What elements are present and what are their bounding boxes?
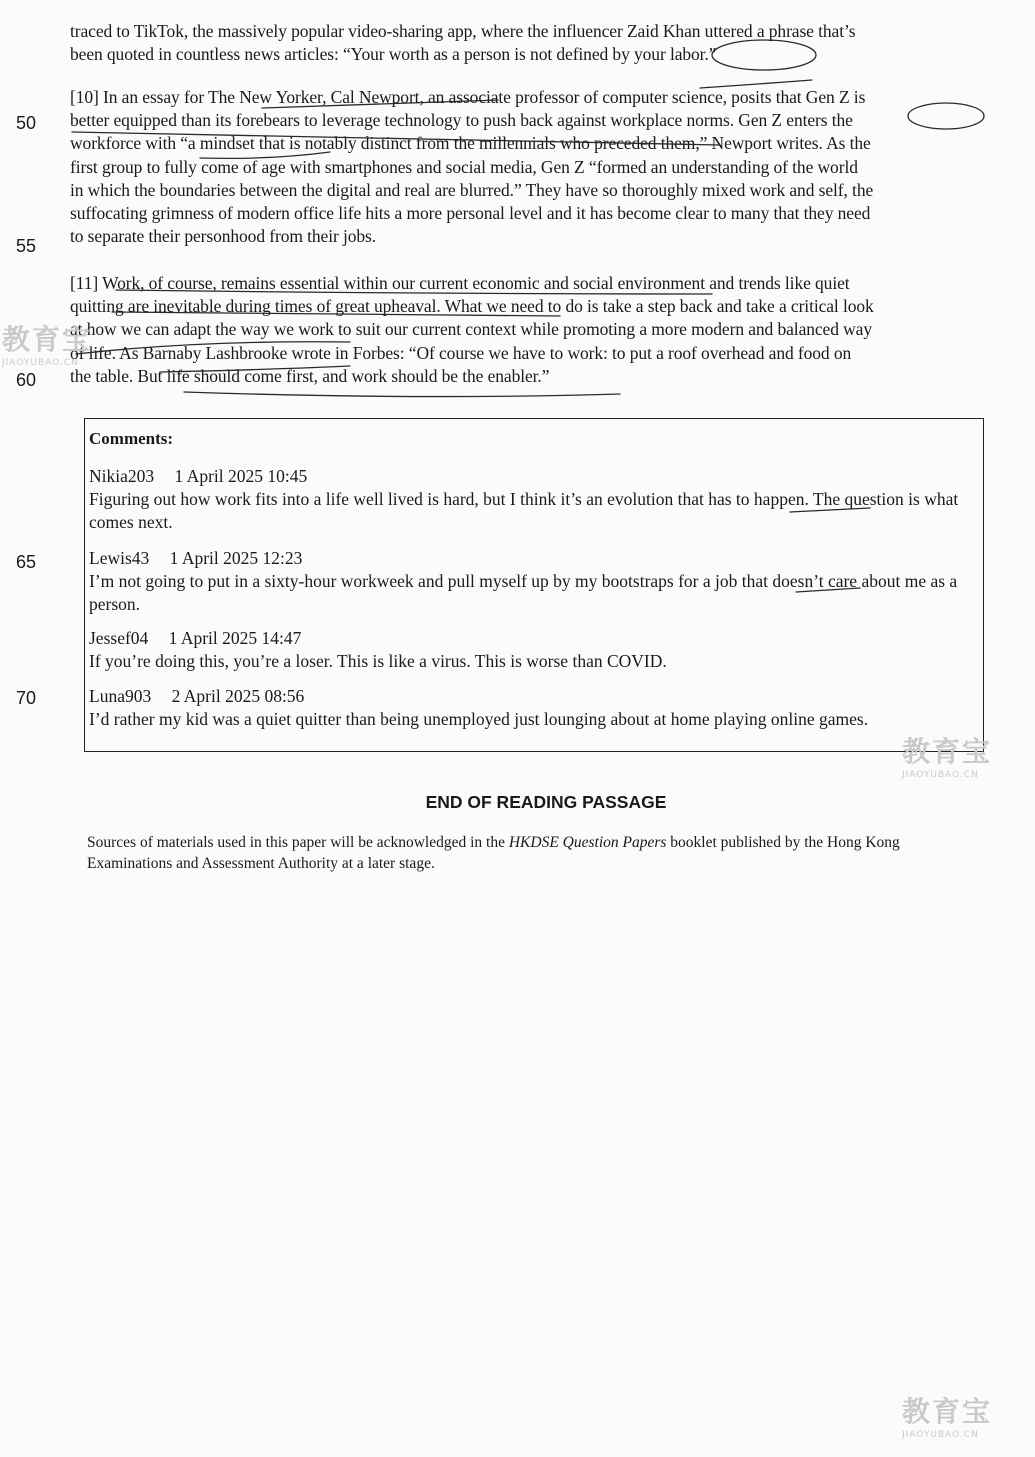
text-line: to separate their personhood from their jobs. <box>70 226 377 247</box>
text-line: workforce with “a mindset that is notably distinct from the millennials who preceded them,” Newport writes. As the <box>70 133 871 154</box>
text-line: been quoted in countless news articles: “Your worth as a person is not defined by your labor.” <box>70 44 717 65</box>
paragraph-11 <box>70 272 982 388</box>
sources-note <box>87 832 967 874</box>
comment-meta <box>89 627 969 650</box>
comment-text: I’d rather my kid was a quiet quitter than being unemployed just lounging about at home playing online games. <box>89 709 869 729</box>
watermark-chinese-text: 教育宝 <box>902 1395 993 1428</box>
comment-text: If you’re doing this, you’re a loser. This is like a virus. This is worse than COVID. <box>89 651 667 671</box>
text-line: [10] In an essay for The New Yorker, Cal Newport, an associate professor of computer science, posits that Gen Z is <box>70 87 866 107</box>
line-number-50: 50 <box>16 113 37 133</box>
paragraph-10 <box>70 86 982 248</box>
watermark-url-text: JIAOYUBAO.CN <box>2 358 79 368</box>
sources-text-end: booklet published by the Hong Kong Examinations and Assessment Authority at a later stage. <box>87 834 900 872</box>
text-line: first group to fully come of age with smartphones and social media, Gen Z “formed an understanding of the world <box>70 156 858 177</box>
comment-item <box>89 465 969 534</box>
watermark-chinese-text: 教育宝 <box>2 323 93 356</box>
text-line: traced to TikTok, the massively popular video-sharing app, where the influencer Zaid Khan uttered a phrase that’s <box>70 21 856 41</box>
sources-text-start: Sources of materials used in this paper will be acknowledged in the <box>87 834 509 851</box>
comment-timestamp: 1 April 2025 12:23 <box>169 548 303 568</box>
text-line: suffocating grimness of modern office life hits a more personal level and it has become clear to many that they need <box>70 203 871 224</box>
watermark-logo <box>902 730 992 780</box>
comment-item <box>89 685 969 731</box>
text-line: the table. But life should come first, and work should be the enabler.” <box>70 365 550 386</box>
watermark-url-text: JIAOYUBAO.CN <box>902 1430 979 1440</box>
comment-text: I’m not going to put in a sixty-hour workweek and pull myself up by my bootstraps for a job that doesn’t care about me as a person. <box>89 571 958 614</box>
end-of-passage-title: END OF READING PASSAGE <box>425 792 667 812</box>
comment-meta <box>89 547 969 570</box>
comment-meta <box>89 465 969 488</box>
watermark-url-text: JIAOYUBAO.CN <box>902 770 979 780</box>
comment-meta <box>89 685 969 708</box>
paragraph-9-tail <box>70 20 982 66</box>
text-line: at how we can adapt the way we work to suit our current context while promoting a more modern and balanced way <box>70 319 872 340</box>
line-number-55: 55 <box>16 236 37 256</box>
text-line: [11] Work, of course, remains essential within our current economic and social environment and trends like quiet <box>70 273 850 293</box>
comment-timestamp: 2 April 2025 08:56 <box>171 686 305 706</box>
line-number-70: 70 <box>16 688 37 708</box>
watermark-chinese-text: 教育宝 <box>902 735 993 768</box>
comments-title: Comments: <box>89 429 174 448</box>
line-number-65: 65 <box>16 552 37 572</box>
comment-username: Luna903 <box>89 686 152 706</box>
sources-booklet-title: HKDSE Question Papers <box>508 834 667 851</box>
text-line: better equipped than its forebears to leverage technology to push back against workplace norms. Gen Z enters the <box>70 110 853 131</box>
line-number-60: 60 <box>16 370 37 390</box>
comment-username: Jessef04 <box>89 628 149 648</box>
comment-timestamp: 1 April 2025 10:45 <box>174 466 308 486</box>
comment-item <box>89 627 969 673</box>
text-line: quitting are inevitable during times of great upheaval. What we need to do is take a step back and take a critical look <box>70 296 874 317</box>
text-line: of life. As Barnaby Lashbrooke wrote in Forbes: “Of course we have to work: to put a roof overhead and food on <box>70 342 852 363</box>
comment-item <box>89 547 969 616</box>
underline-mark <box>184 392 620 397</box>
comment-text: Figuring out how work fits into a life well lived is hard, but I think it’s an evolution that has to happen. The question is what comes next. <box>89 489 959 532</box>
comment-timestamp: 1 April 2025 14:47 <box>168 628 302 648</box>
comment-username: Nikia203 <box>89 466 155 486</box>
text-line: in which the boundaries between the digital and real are blurred.” They have so thoroughly mixed work and self, the <box>70 179 874 200</box>
watermark-logo <box>2 318 92 368</box>
comments-box <box>84 418 984 752</box>
watermark-logo <box>902 1390 992 1440</box>
comment-username: Lewis43 <box>89 548 150 568</box>
